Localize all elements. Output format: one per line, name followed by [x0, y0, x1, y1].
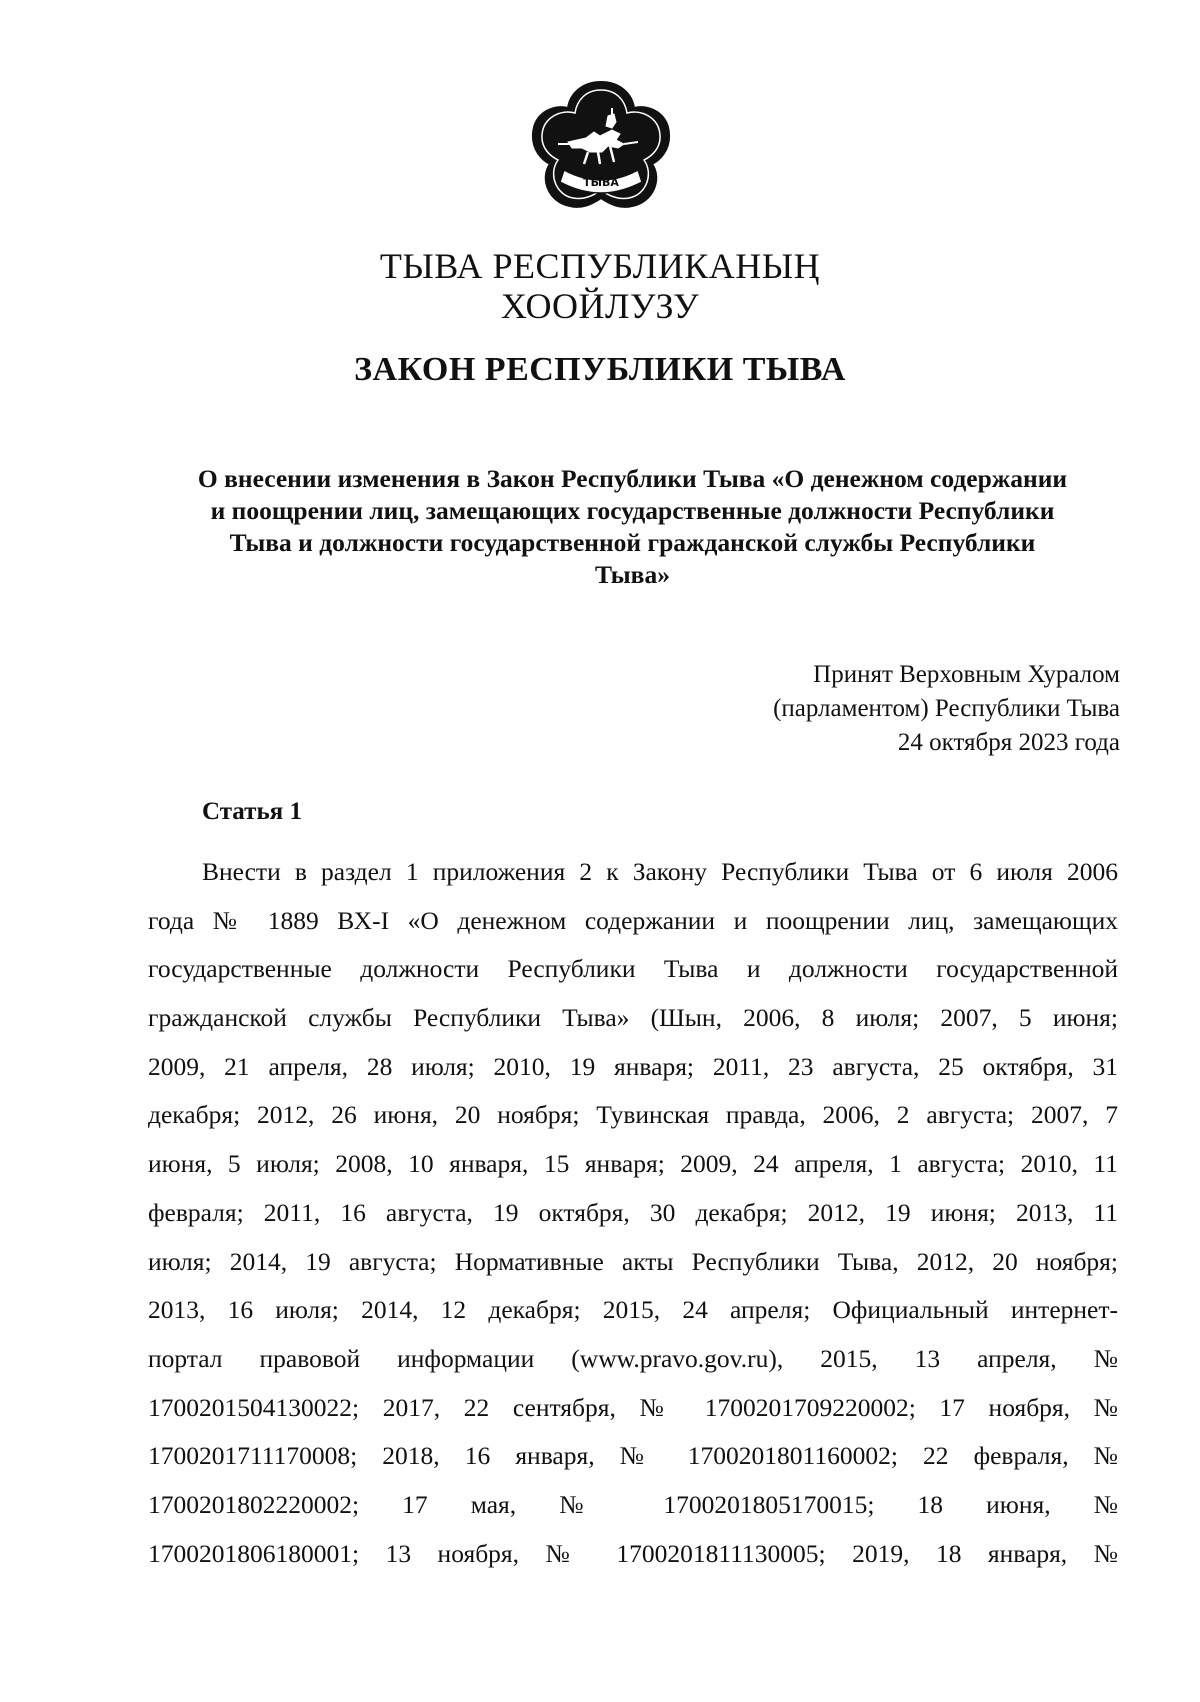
- tyvan-title-line1: ТЫВА РЕСПУБЛИКАНЫҢ: [379, 246, 821, 286]
- body-line: портал правовой информации (www.pravo.gov.ru), 2015, 13 апреля, №: [148, 1343, 1118, 1373]
- tyvan-title-line2: ХООЙЛУЗУ: [500, 286, 700, 326]
- russian-title: ЗАКОН РЕСПУБЛИКИ ТЫВА: [354, 351, 846, 388]
- tyvan-title: [0, 246, 1200, 326]
- article-body: [148, 848, 1118, 1578]
- law-name-line: Тыва и должности государственной гражданской службы Республики: [229, 528, 1036, 557]
- body-line: февраля; 2011, 16 августа, 19 октября, 30 декабря; 2012, 19 июня; 2013, 11: [148, 1197, 1118, 1227]
- adoption-line: (парламентом) Республики Тыва: [773, 695, 1120, 722]
- body-line: 2009, 21 апреля, 28 июля; 2010, 19 января; 2011, 23 августа, 25 октября, 31: [148, 1051, 1118, 1081]
- adoption-line: Принят Верховным Хуралом: [813, 661, 1120, 688]
- body-line: гражданской службы Республики Тыва» (Шын, 2006, 8 июля; 2007, 5 июня;: [148, 1003, 1118, 1033]
- body-line: 1700201802220002; 17 мая, № 1700201805170015; 18 июня, №: [148, 1489, 1118, 1519]
- body-line: 1700201504130022; 2017, 22 сентября, № 1700201709220002; 17 ноября, №: [148, 1392, 1118, 1422]
- adoption-date: 24 октября 2023 года: [897, 729, 1120, 756]
- body-line: государственные должности Республики Тыва и должности государственной: [148, 954, 1118, 984]
- body-line: 1700201711170008; 2018, 16 января, № 1700201801160002; 22 февраля, №: [148, 1441, 1118, 1471]
- body-line: 2013, 16 июля; 2014, 12 декабря; 2015, 24 апреля; Официальный интернет-: [148, 1295, 1118, 1325]
- body-line: Внести в раздел 1 приложения 2 к Закону Республики Тыва от 6 июля 2006: [202, 857, 1118, 886]
- law-name-line: Тыва»: [595, 560, 670, 589]
- body-line: года № 1889 ВХ-I «О денежном содержании и поощрении лиц, замещающих: [148, 905, 1118, 935]
- emblem-label: ТЫВА: [583, 176, 619, 189]
- law-name-line: О внесении изменения в Закон Республики Тыва «О денежном содержании: [197, 464, 1068, 493]
- body-line: декабря; 2012, 26 июня, 20 ноября; Тувинская правда, 2006, 2 августа; 2007, 7: [148, 1100, 1118, 1130]
- law-name: [140, 463, 1125, 591]
- body-line: 1700201806180001; 13 ноября, № 1700201811130005; 2019, 18 января, №: [148, 1538, 1118, 1568]
- adoption-note: [620, 658, 1120, 760]
- body-line: июня, 5 июля; 2008, 10 января, 15 января; 2009, 24 апреля, 1 августа; 2010, 11: [148, 1149, 1118, 1179]
- body-line: июля; 2014, 19 августа; Нормативные акты Республики Тыва, 2012, 20 ноября;: [148, 1246, 1118, 1276]
- coat-of-arms-graphic: [528, 78, 674, 214]
- article-heading: Статья 1: [202, 798, 302, 825]
- law-name-line: и поощрении лиц, замещающих государственные должности Республики: [210, 496, 1055, 525]
- coat-of-arms-icon: [528, 78, 674, 214]
